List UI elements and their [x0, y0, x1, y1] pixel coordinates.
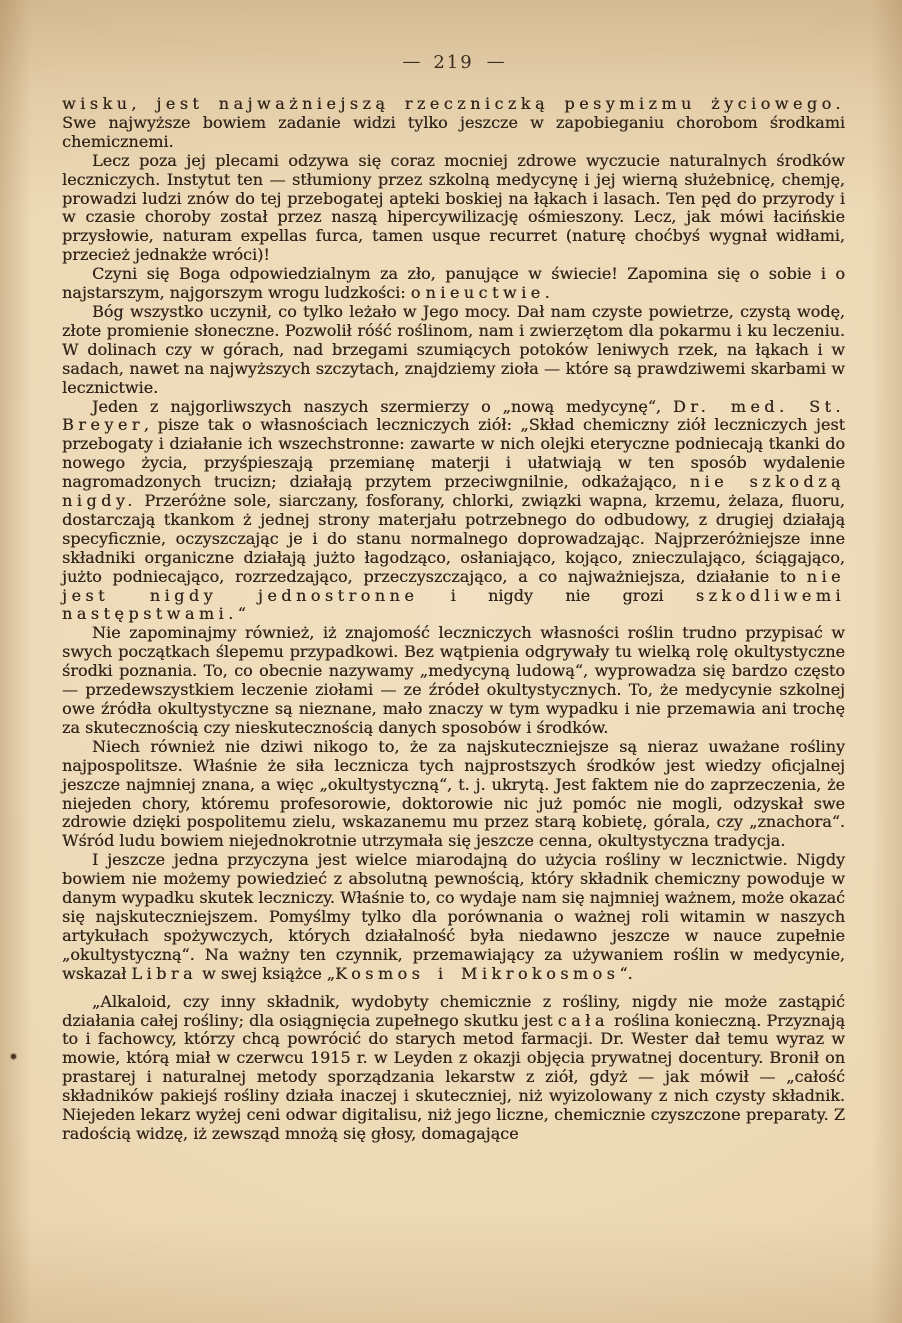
- page-header: [62, 52, 845, 73]
- body-text: “.: [619, 963, 633, 983]
- header-dash-right: —: [486, 51, 505, 72]
- text-block: [62, 95, 845, 1144]
- body-text: Jeden z najgorliwszych naszych szermierzy o „nową medycynę“,: [92, 396, 673, 416]
- letterspaced-emphasis-text: nie jest nigdy jednostronne: [62, 566, 845, 605]
- body-text: Niech również nie dziwi nikogo to, że za najskuteczniejsze są nieraz uważane rośliny najpospolitsze. Właśnie że siła lecznicza tych najprostszych środków jest wiedzy oficjalnej jeszcze najmniej znana, a więc „okultystyczną“, t. j. ukrytą. Jest faktem nie do zaprzeczenia, że niejeden chory, któremu profesorowie, doktorowie nic już pomóc nie mogli, odzyskał swe zdrowie dzięki pospolitemu zielu, wskazanemu mu przez starą kobietę, górala, czy „znachora“. Wśród ludu bowiem niejednokrotnie utrzymała się jeszcze cenna, okultystyczna tradycja.: [62, 736, 845, 851]
- letterspaced-emphasis-text: Kosmos i Mikrokosmos: [335, 963, 620, 983]
- letterspaced-emphasis-text: Dr. med. St. Breyer: [62, 396, 845, 435]
- letterspaced-emphasis-text: cała: [557, 1010, 609, 1030]
- paragraph: [62, 624, 845, 737]
- paragraph: [62, 993, 845, 1144]
- paragraph: [62, 95, 845, 152]
- paragraph: [62, 152, 845, 265]
- letterspaced-emphasis-text: nie szkodzą nigdy.: [62, 472, 845, 511]
- body-text: i nigdy nie grozi: [418, 585, 696, 605]
- body-text: Przeróżne sole, siarczany, fosforany, chlorki, związki wapna, krzemu, żelaza, fluoru, dostarczają tkankom ż jednej strony materjału potrzebnego do odbudowy, z drugiej działają specyficznie, oczyszczając je i do stanu normalnego doprowadzając. Najprzeróżniejsze inne składniki organiczne działają jużto łagodząco, osłaniająco, kojąco, znieczulająco, ściągająco, jużto podniecająco, rozrzedzająco, przeczyszczająco, a co najważniejsza, działanie to: [62, 491, 845, 586]
- body-text: „Alkaloid, czy inny składnik, wydobyty chemicznie z rośliny, nigdy nie może zastąpić działania całej rośliny; dla osiągnięcia zupełnego skutku jest: [62, 991, 845, 1030]
- body-text: roślina konieczną. Przyznają to i fachowcy, którzy chcą powrócić do starych metod farmacji. Dr. Wester dał temu wyraz w mowie, którą miał w czerwcu 1915 r. w Leyden z okazji objęcia prywatnej docentury. Bronił on prastarej i naturalnej metody sporządzania lekarstw z ziół, gdyż — jak mówił — „całość składników pakiejś rośliny działa inaczej i skuteczniej, niż wyizolowany z nich czysty składnik. Niejeden lekarz wyżej ceni odwar digitalisu, niż jego liczne, chemicznie czyszczone preparaty. Z radością widzę, iż zewsząd mnożą się głosy, domagające: [62, 1010, 846, 1143]
- letterspaced-emphasis-text: wisku, jest najważniejszą rzeczniczką pesymizmu życiowego.: [62, 94, 845, 113]
- letterspaced-emphasis-text: nieuctwie.: [425, 283, 555, 303]
- body-text: w swej książce „: [196, 963, 336, 983]
- ink-speck: [11, 1054, 16, 1059]
- letterspaced-emphasis-text: Libra: [131, 963, 197, 983]
- body-text: , pisze tak o własnościach leczniczych ziół: „Skład chemiczny ziół leczniczych jest przebogaty i działanie ich wszechstronne: zawarte w nich olejki eteryczne podniecają tkanki do nowego życia, przyśpieszają przemianę materji i ułatwiają w ten sposób wydalenie nagromadzonych trucizn; działają przytem przeciwgnilnie, odkażająco,: [62, 415, 845, 492]
- body-text: Bóg wszystko uczynił, co tylko leżało w Jego mocy. Dał nam czyste powietrze, czystą wodę, złote promienie słoneczne. Pozwolił róść roślinom, nam i zwierzętom dla pokarmu i ku leczeniu. W dolinach czy w górach, nad brzegami szumiących potoków leniwych rzek, na łąkach i w sadach, nawet na najwyższych szczytach, znajdziemy zioła — które są prawdziwemi skarbami w lecznictwie.: [62, 301, 845, 397]
- body-text: Nie zapominajmy również, iż znajomość leczniczych własności roślin trudno przypisać w swych początkach ślepemu przypadkowi. Bez wątpienia odgrywały tu wielką rolę okultystyczne środki poznania. To, co obecnie nazywamy „medycyną ludową“, wyprowadza się bardzo często — przedewszystkiem leczenie ziołami — ze źródeł okultystycznych. To, że medycynie szkolnej owe źródła okultystyczne są nieznane, mało znaczy w tym wypadku i nie przemawia ani trochę za skutecznością czy nieskutecznością danych sposobów i środków.: [62, 623, 845, 737]
- body-text: Swe najwyższe bowiem zadanie widzi tylko jeszcze w zapobieganiu chorobom środkami chemicznemi.: [62, 112, 845, 151]
- paragraph: [62, 303, 845, 398]
- body-text: I jeszcze jedna przyczyna jest wielce miarodajną do użycia rośliny w lecznictwie. Nigdy bowiem nie możemy powiedzieć z absolutną pewnością, który składnik chemiczny powoduje w danym wypadku skutek leczniczy. Właśnie to, co wydaje nam się najmniej ważnem, może okazać się najskuteczniejszem. Pomyślmy tylko dla porównania o ważnej roli witamin w naszych artykułach spożywczych, których działalność była niedawno jeszcze w nauce zupełnie „okultystyczną“. Na ważny ten czynnik, przemawiający za używaniem roślin w medycynie, wskazał: [62, 850, 845, 983]
- paragraph: [62, 738, 845, 851]
- page-number: 219: [433, 52, 474, 73]
- paragraph: [62, 398, 845, 625]
- paragraph: [62, 265, 845, 303]
- letterspaced-emphasis-text: szkodliwemi następstwami.“: [62, 585, 846, 624]
- header-dash-left: —: [402, 51, 421, 72]
- body-text: Czyni się Boga odpowiedzialnym za zło, panujące w świecie! Zapomina się o sobie i o najstarszym, najgorszym wrogu ludzkości: o: [62, 264, 845, 303]
- body-text: Lecz poza jej plecami odzywa się coraz mocniej zdrowe wyczucie naturalnych środków leczniczych. Instytut ten — stłumiony przez szkolną medycynę i jej wierną służebnicę, chemję, prowadzi ludzi znów do tej przebogatej apteki boskiej na łąkach i lasach. Ten pęd do przyrody i w czasie choroby został przez naszą hipercywilizację ośmieszony. Lecz, jak mówi łacińskie przysłowie, naturam expellas furca, tamen usque recurret (naturę choćbyś wygnał widłami, przecież jednakże wróci)!: [62, 150, 845, 265]
- paragraph: [62, 851, 845, 983]
